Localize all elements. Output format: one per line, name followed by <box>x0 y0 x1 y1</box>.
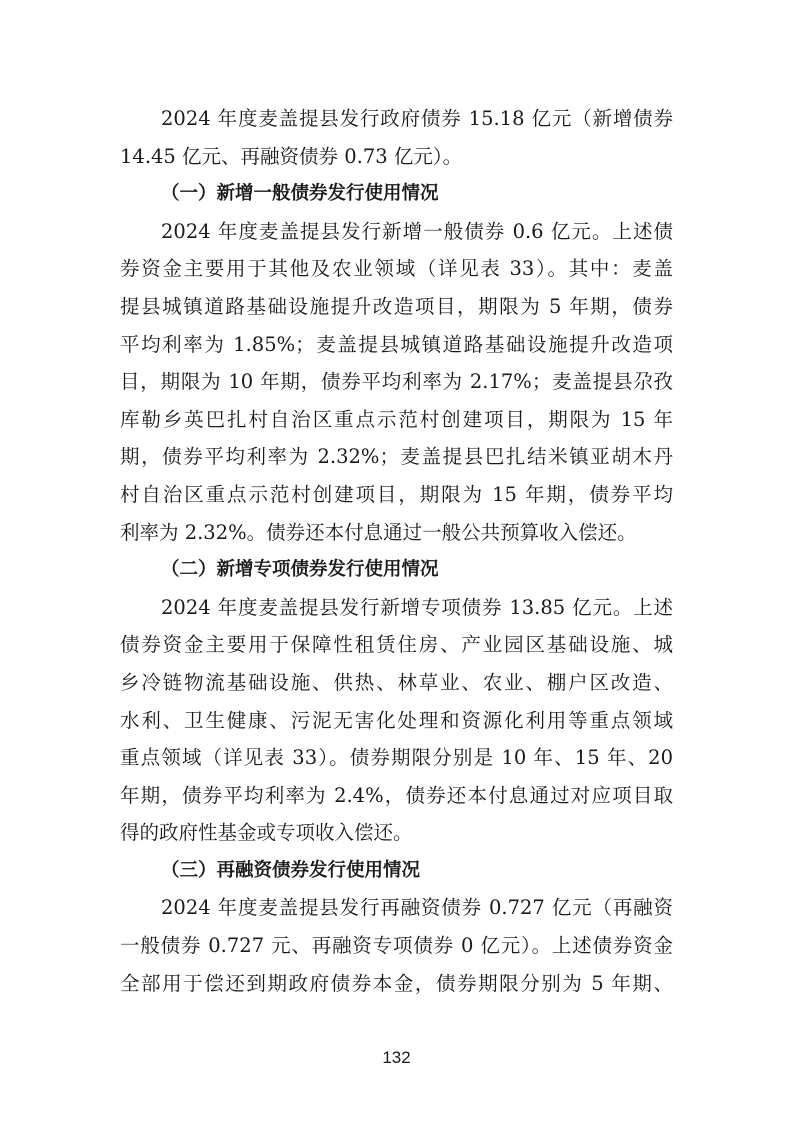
text-line: 村自治区重点示范村创建项目，期限为 15 年期，债券平均 <box>120 482 673 506</box>
text-line: 水利、卫生健康、污泥无害化处理和资源化利用等重点领域 <box>120 708 673 732</box>
text-line: 目，期限为 10 年期，债券平均利率为 2.17%；麦盖提县尕孜 <box>120 370 673 394</box>
section-heading: （三）再融资债券发行使用情况 <box>161 859 421 881</box>
section-heading: （一）新增一般债券发行使用情况 <box>161 183 439 205</box>
text-line: 债券资金主要用于保障性租赁住房、产业园区基础设施、城 <box>120 633 673 657</box>
page-number: 132 <box>382 1048 411 1067</box>
text-line: 重点领域（详见表 33）。债券期限分别是 10 年、15 年、20 <box>120 746 673 770</box>
document-body <box>120 100 673 1002</box>
text-line: 期，债券平均利率为 2.32%；麦盖提县巴扎结米镇亚胡木丹 <box>120 445 673 469</box>
section-heading-refinancing-bonds <box>120 852 673 890</box>
text-line: 得的政府性基金或专项收入偿还。 <box>120 821 413 845</box>
text-line: 提县城镇道路基础设施提升改造项目，期限为 5 年期，债券 <box>120 294 673 318</box>
section-heading: （二）新增专项债券发行使用情况 <box>161 559 439 581</box>
paragraph-new-special-bonds <box>120 589 673 852</box>
text-line: 一般债券 0.727 元、再融资专项债券 0 亿元）。上述债券资金 <box>120 934 673 958</box>
text-line: 年期，债券平均利率为 2.4%，债券还本付息通过对应项目取 <box>120 783 673 807</box>
text-line: 2024 年度麦盖提县发行新增一般债券 0.6 亿元。上述债 <box>161 219 673 243</box>
text-line: 乡冷链物流基础设施、供热、林草业、农业、棚户区改造、 <box>120 670 673 694</box>
text-line: 2024 年度麦盖提县发行政府债券 15.18 亿元（新增债券 <box>161 107 673 130</box>
paragraph-intro <box>120 100 673 175</box>
text-line: 平均利率为 1.85%；麦盖提县城镇道路基础设施提升改造项 <box>120 332 673 356</box>
text-line: 2024 年度麦盖提县发行新增专项债券 13.85 亿元。上述 <box>161 595 673 619</box>
text-line: 券资金主要用于其他及农业领域（详见表 33）。其中：麦盖 <box>120 257 673 281</box>
text-line: 2024 年度麦盖提县发行再融资债券 0.727 亿元（再融资 <box>161 896 673 920</box>
text-line: 14.45 亿元、再融资债券 0.73 亿元）。 <box>120 144 463 168</box>
text-line: 利率为 2.32%。债券还本付息通过一般公共预算收入偿还。 <box>120 520 637 544</box>
paragraph-refinancing-bonds <box>120 889 673 1002</box>
section-heading-new-general-bonds <box>120 175 673 213</box>
paragraph-new-general-bonds <box>120 213 673 551</box>
section-heading-new-special-bonds <box>120 551 673 589</box>
text-line: 库勒乡英巴扎村自治区重点示范村创建项目，期限为 15 年 <box>120 407 673 431</box>
text-line: 全部用于偿还到期政府债券本金，债券期限分别为 5 年期、 <box>120 971 673 995</box>
